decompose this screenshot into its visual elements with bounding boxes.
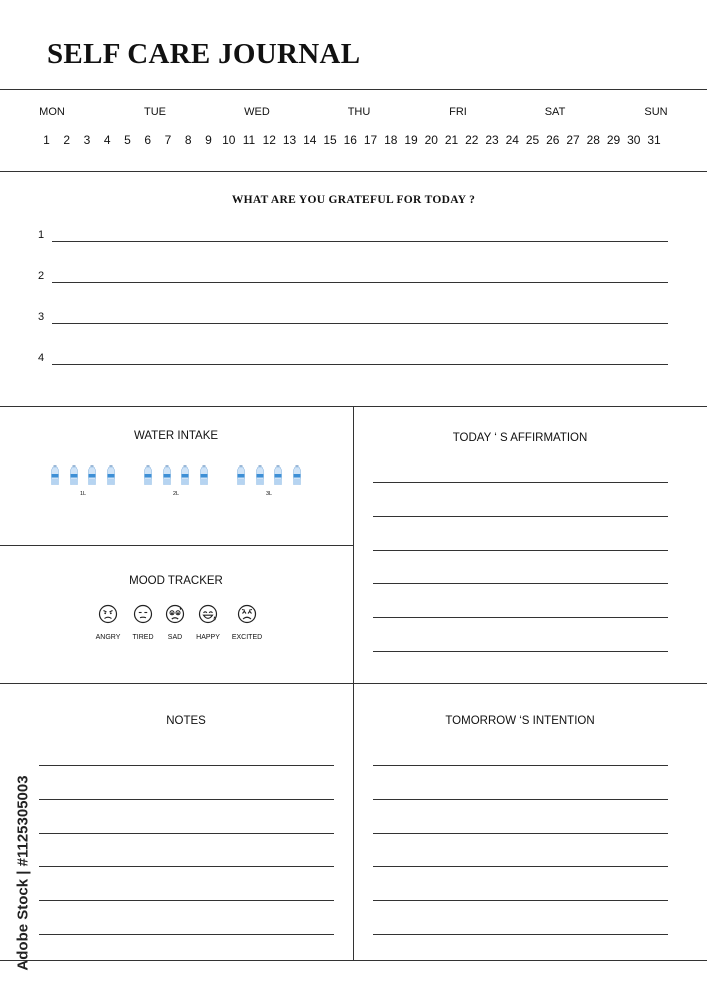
water-level-label: 1L <box>79 491 87 497</box>
notes-line-6[interactable] <box>39 934 334 935</box>
date-1[interactable]: 1 <box>43 133 50 147</box>
water-bottle-icon[interactable] <box>107 465 115 485</box>
date-16[interactable]: 16 <box>343 133 357 147</box>
water-bottle-icon[interactable] <box>256 465 264 485</box>
intention-line-4[interactable] <box>373 866 668 867</box>
date-4[interactable]: 4 <box>103 133 111 147</box>
gratitude-line-1[interactable] <box>52 241 668 242</box>
affirmation-line-1[interactable] <box>373 482 668 483</box>
date-6[interactable]: 6 <box>144 133 152 147</box>
water-bottle-icon[interactable] <box>274 465 282 485</box>
intention-line-5[interactable] <box>373 900 668 901</box>
weekday-sun[interactable]: SUN <box>644 106 668 118</box>
water-bottle-icon[interactable] <box>293 465 301 485</box>
affirmation-line-3[interactable] <box>373 550 668 551</box>
affirmation-line-6[interactable] <box>373 651 668 652</box>
affirmation-line-4[interactable] <box>373 583 668 584</box>
notes-line-4[interactable] <box>39 866 334 867</box>
date-27[interactable]: 27 <box>566 133 580 147</box>
gratitude-number: 4 <box>38 352 45 364</box>
gratitude-line-4[interactable] <box>52 364 668 365</box>
gratitude-number: 1 <box>38 229 45 241</box>
date-19[interactable]: 19 <box>404 133 418 147</box>
date-3[interactable]: 3 <box>83 133 91 147</box>
water-bottle-icon[interactable] <box>51 465 59 485</box>
date-7[interactable]: 7 <box>164 133 172 147</box>
date-17[interactable]: 17 <box>363 133 378 147</box>
date-21[interactable]: 21 <box>444 133 459 147</box>
water-bottle-icon[interactable] <box>88 465 96 485</box>
journal-title: SELF CARE JOURNAL <box>47 38 361 70</box>
water-bottle-icon[interactable] <box>144 465 152 485</box>
weekday-fri[interactable]: FRI <box>449 106 467 118</box>
affirmation-line-2[interactable] <box>373 516 668 517</box>
date-15[interactable]: 15 <box>323 133 337 147</box>
notes-line-2[interactable] <box>39 799 334 800</box>
gratitude-line-2[interactable] <box>52 282 668 283</box>
sad-face-icon[interactable] <box>165 604 185 624</box>
weekday-wed[interactable]: WED <box>244 106 270 118</box>
affirmation-heading: TODAY ‘ S AFFIRMATION <box>452 432 588 444</box>
mood-label-tired: TIRED <box>132 634 154 641</box>
water-level-label: 3L <box>265 491 273 497</box>
weekday-sat[interactable]: SAT <box>544 106 566 118</box>
tired-face-icon[interactable] <box>133 604 153 624</box>
weekday-row <box>0 106 707 122</box>
intention-line-3[interactable] <box>373 833 668 834</box>
notes-line-1[interactable] <box>39 765 334 766</box>
intention-line-6[interactable] <box>373 934 668 935</box>
water-bottle-icon[interactable] <box>163 465 171 485</box>
water-intake-heading: WATER INTAKE <box>133 430 219 442</box>
bottom-vertical-divider <box>353 683 354 960</box>
date-9[interactable]: 9 <box>205 133 212 147</box>
weekday-thu[interactable]: THU <box>347 106 371 118</box>
date-row <box>0 133 707 149</box>
weekday-mon[interactable]: MON <box>39 106 65 118</box>
date-29[interactable]: 29 <box>606 133 621 147</box>
stock-id-label <box>14 760 32 985</box>
date-20[interactable]: 20 <box>424 133 438 147</box>
date-11[interactable]: 11 <box>242 133 256 147</box>
notes-line-5[interactable] <box>39 900 334 901</box>
intention-line-1[interactable] <box>373 765 668 766</box>
date-28[interactable]: 28 <box>586 133 600 147</box>
gratitude-number: 2 <box>38 270 45 282</box>
date-13[interactable]: 13 <box>282 133 297 147</box>
water-bottle-icon[interactable] <box>181 465 189 485</box>
gratitude-number: 3 <box>38 311 45 323</box>
mood-label-sad: SAD <box>167 634 183 641</box>
date-8[interactable]: 8 <box>184 133 192 147</box>
date-30[interactable]: 30 <box>627 133 641 147</box>
intention-heading: TOMORROW ‘S INTENTION <box>445 715 595 727</box>
water-bottle-icon[interactable] <box>70 465 78 485</box>
water-bottle-icon[interactable] <box>237 465 245 485</box>
affirmation-line-5[interactable] <box>373 617 668 618</box>
mood-label-happy: HAPPY <box>196 634 220 641</box>
water-level-label: 2L <box>172 491 180 497</box>
angry-face-icon[interactable] <box>98 604 118 624</box>
notes-heading: NOTES <box>166 715 206 727</box>
date-12[interactable]: 12 <box>262 133 276 147</box>
middle-vertical-divider <box>353 406 354 683</box>
mood-label-angry: ANGRY <box>95 634 121 641</box>
date-5[interactable]: 5 <box>124 133 131 147</box>
mood-tracker-heading: MOOD TRACKER <box>129 575 223 587</box>
water-mood-divider <box>0 545 353 546</box>
date-18[interactable]: 18 <box>384 133 398 147</box>
date-31[interactable]: 31 <box>647 133 661 147</box>
gratitude-line-3[interactable] <box>52 323 668 324</box>
bottom-divider <box>0 960 707 961</box>
happy-face-icon[interactable] <box>198 604 218 624</box>
calendar-divider <box>0 171 707 172</box>
date-10[interactable]: 10 <box>222 133 236 147</box>
excited-face-icon[interactable] <box>237 604 257 624</box>
date-22[interactable]: 22 <box>465 133 479 147</box>
stock-id-text: Adobe Stock | #1125305003 <box>14 774 32 971</box>
date-23[interactable]: 23 <box>485 133 499 147</box>
date-25[interactable]: 25 <box>525 133 540 147</box>
header-divider <box>0 89 707 90</box>
mood-label-excited: EXCITED <box>231 634 263 641</box>
gratitude-heading: WHAT ARE YOU GRATEFUL FOR TODAY ? <box>231 194 476 206</box>
intention-line-2[interactable] <box>373 799 668 800</box>
water-bottle-icon[interactable] <box>200 465 208 485</box>
date-26[interactable]: 26 <box>546 133 560 147</box>
weekday-tue[interactable]: TUE <box>144 106 166 118</box>
date-2[interactable]: 2 <box>63 133 71 147</box>
date-14[interactable]: 14 <box>303 133 317 147</box>
date-24[interactable]: 24 <box>505 133 519 147</box>
notes-line-3[interactable] <box>39 833 334 834</box>
